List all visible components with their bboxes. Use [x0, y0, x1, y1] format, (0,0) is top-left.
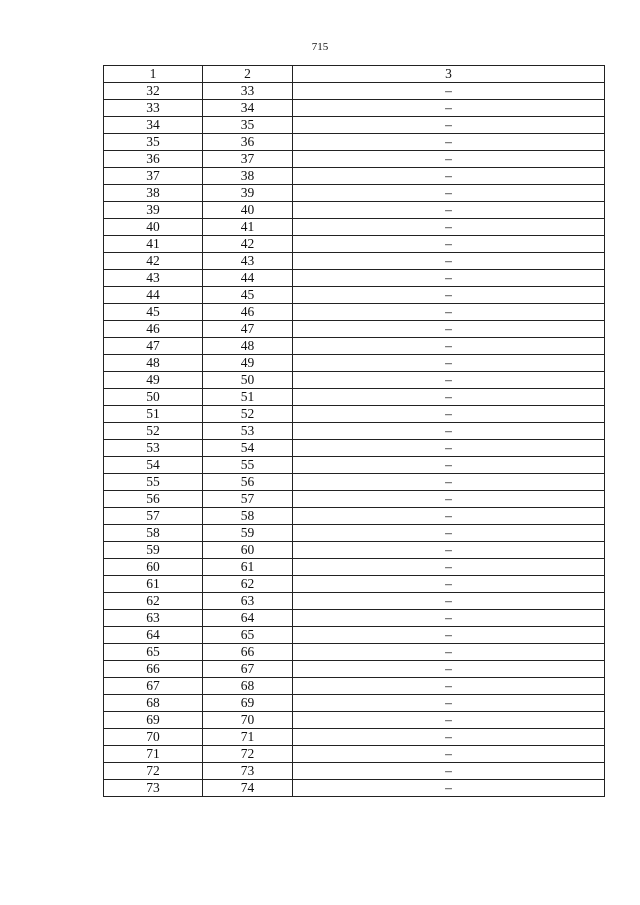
table-row — [104, 780, 605, 797]
table-cell-col-2: 54 — [203, 440, 293, 457]
table-cell-col-1: 56 — [104, 491, 203, 508]
table-cell-col-3: – — [293, 763, 605, 780]
table-row — [104, 423, 605, 440]
table-cell-col-2: 48 — [203, 338, 293, 355]
table-cell-col-3: – — [293, 219, 605, 236]
table-cell-col-2: 70 — [203, 712, 293, 729]
table-row — [104, 542, 605, 559]
table-cell-col-1: 59 — [104, 542, 203, 559]
table-cell-col-1: 41 — [104, 236, 203, 253]
table-cell-col-3: – — [293, 457, 605, 474]
table-cell-col-3: – — [293, 389, 605, 406]
table-row — [104, 168, 605, 185]
table-cell-col-2: 36 — [203, 134, 293, 151]
table-cell-col-3: – — [293, 253, 605, 270]
table-body — [104, 83, 605, 797]
table-cell-col-2: 64 — [203, 610, 293, 627]
table-row — [104, 287, 605, 304]
table-header — [104, 66, 605, 83]
table-cell-col-3: – — [293, 117, 605, 134]
table-row — [104, 763, 605, 780]
table-cell-col-1: 69 — [104, 712, 203, 729]
table-cell-col-3: – — [293, 134, 605, 151]
table-row — [104, 695, 605, 712]
table-cell-col-1: 62 — [104, 593, 203, 610]
table-cell-col-2: 43 — [203, 253, 293, 270]
table-row — [104, 644, 605, 661]
table-cell-col-3: – — [293, 304, 605, 321]
table-cell-col-1: 37 — [104, 168, 203, 185]
table-row — [104, 406, 605, 423]
table-row — [104, 253, 605, 270]
table-cell-col-2: 38 — [203, 168, 293, 185]
table-row — [104, 729, 605, 746]
table-cell-col-2: 68 — [203, 678, 293, 695]
table-row — [104, 678, 605, 695]
table-row — [104, 134, 605, 151]
table-cell-col-1: 50 — [104, 389, 203, 406]
table-row — [104, 236, 605, 253]
table-row — [104, 202, 605, 219]
table-row — [104, 219, 605, 236]
table-cell-col-2: 52 — [203, 406, 293, 423]
table-row — [104, 712, 605, 729]
table-cell-col-3: – — [293, 746, 605, 763]
column-header-2: 2 — [203, 66, 293, 83]
table-row — [104, 508, 605, 525]
column-header-1: 1 — [104, 66, 203, 83]
table-cell-col-3: – — [293, 338, 605, 355]
table-cell-col-3: – — [293, 168, 605, 185]
table-row — [104, 389, 605, 406]
table-cell-col-3: – — [293, 661, 605, 678]
table-cell-col-3: – — [293, 542, 605, 559]
table-cell-col-3: – — [293, 559, 605, 576]
table-row — [104, 355, 605, 372]
header-row — [104, 66, 605, 83]
table-cell-col-1: 45 — [104, 304, 203, 321]
page-number: 715 — [311, 41, 329, 53]
table-cell-col-2: 39 — [203, 185, 293, 202]
table-cell-col-3: – — [293, 644, 605, 661]
table-row — [104, 304, 605, 321]
table-cell-col-1: 64 — [104, 627, 203, 644]
table-row — [104, 151, 605, 168]
table-cell-col-3: – — [293, 151, 605, 168]
table-cell-col-2: 35 — [203, 117, 293, 134]
table-cell-col-1: 42 — [104, 253, 203, 270]
table-row — [104, 576, 605, 593]
table-cell-col-1: 48 — [104, 355, 203, 372]
table-row — [104, 372, 605, 389]
table-cell-col-3: – — [293, 355, 605, 372]
table-cell-col-3: – — [293, 321, 605, 338]
table-cell-col-2: 58 — [203, 508, 293, 525]
table-row — [104, 474, 605, 491]
table-cell-col-3: – — [293, 100, 605, 117]
table-cell-col-2: 72 — [203, 746, 293, 763]
table-cell-col-2: 44 — [203, 270, 293, 287]
table-cell-col-3: – — [293, 576, 605, 593]
table-cell-col-3: – — [293, 270, 605, 287]
table-cell-col-2: 42 — [203, 236, 293, 253]
table-cell-col-2: 71 — [203, 729, 293, 746]
table-cell-col-1: 65 — [104, 644, 203, 661]
table-cell-col-1: 66 — [104, 661, 203, 678]
table-cell-col-2: 51 — [203, 389, 293, 406]
table-cell-col-1: 49 — [104, 372, 203, 389]
table-cell-col-1: 61 — [104, 576, 203, 593]
table-cell-col-2: 56 — [203, 474, 293, 491]
table-cell-col-3: – — [293, 729, 605, 746]
table-cell-col-2: 45 — [203, 287, 293, 304]
table-cell-col-1: 40 — [104, 219, 203, 236]
table-cell-col-1: 73 — [104, 780, 203, 797]
table-cell-col-3: – — [293, 508, 605, 525]
table-cell-col-1: 44 — [104, 287, 203, 304]
table-cell-col-2: 49 — [203, 355, 293, 372]
table-cell-col-1: 60 — [104, 559, 203, 576]
table-row — [104, 321, 605, 338]
table-cell-col-1: 38 — [104, 185, 203, 202]
table-cell-col-2: 61 — [203, 559, 293, 576]
table-cell-col-2: 60 — [203, 542, 293, 559]
table-cell-col-2: 34 — [203, 100, 293, 117]
table-cell-col-1: 70 — [104, 729, 203, 746]
table-cell-col-1: 35 — [104, 134, 203, 151]
table-cell-col-3: – — [293, 678, 605, 695]
table-cell-col-1: 53 — [104, 440, 203, 457]
table-cell-col-1: 34 — [104, 117, 203, 134]
table-row — [104, 491, 605, 508]
table-cell-col-1: 63 — [104, 610, 203, 627]
table-cell-col-3: – — [293, 525, 605, 542]
table-cell-col-1: 55 — [104, 474, 203, 491]
table-row — [104, 440, 605, 457]
table-cell-col-2: 66 — [203, 644, 293, 661]
table-cell-col-2: 65 — [203, 627, 293, 644]
table-cell-col-3: – — [293, 440, 605, 457]
table-cell-col-1: 36 — [104, 151, 203, 168]
table-cell-col-1: 33 — [104, 100, 203, 117]
table-cell-col-2: 47 — [203, 321, 293, 338]
table-cell-col-3: – — [293, 627, 605, 644]
table-cell-col-1: 32 — [104, 83, 203, 100]
table-cell-col-2: 50 — [203, 372, 293, 389]
column-header-3: 3 — [293, 66, 605, 83]
table-cell-col-1: 39 — [104, 202, 203, 219]
table-cell-col-2: 59 — [203, 525, 293, 542]
table-cell-col-1: 54 — [104, 457, 203, 474]
table-cell-col-2: 41 — [203, 219, 293, 236]
table-row — [104, 661, 605, 678]
table-cell-col-1: 46 — [104, 321, 203, 338]
table-cell-col-3: – — [293, 406, 605, 423]
table-cell-col-2: 69 — [203, 695, 293, 712]
table-cell-col-3: – — [293, 695, 605, 712]
table-row — [104, 627, 605, 644]
table-row — [104, 117, 605, 134]
table-row — [104, 525, 605, 542]
table-cell-col-3: – — [293, 372, 605, 389]
table-cell-col-2: 74 — [203, 780, 293, 797]
table-cell-col-2: 40 — [203, 202, 293, 219]
table-cell-col-1: 52 — [104, 423, 203, 440]
table-row — [104, 270, 605, 287]
table-cell-col-3: – — [293, 474, 605, 491]
table-cell-col-3: – — [293, 780, 605, 797]
table-cell-col-3: – — [293, 491, 605, 508]
table-row — [104, 457, 605, 474]
table-cell-col-3: – — [293, 185, 605, 202]
data-table — [103, 65, 605, 797]
table-cell-col-2: 46 — [203, 304, 293, 321]
table-cell-col-1: 57 — [104, 508, 203, 525]
table-row — [104, 746, 605, 763]
table-cell-col-1: 72 — [104, 763, 203, 780]
table-cell-col-1: 67 — [104, 678, 203, 695]
table-row — [104, 185, 605, 202]
table-cell-col-2: 67 — [203, 661, 293, 678]
table-cell-col-2: 55 — [203, 457, 293, 474]
table-cell-col-1: 58 — [104, 525, 203, 542]
table-cell-col-3: – — [293, 83, 605, 100]
table-cell-col-3: – — [293, 287, 605, 304]
table-cell-col-3: – — [293, 610, 605, 627]
table-cell-col-3: – — [293, 202, 605, 219]
table-cell-col-3: – — [293, 593, 605, 610]
table-row — [104, 610, 605, 627]
table-cell-col-1: 68 — [104, 695, 203, 712]
table-cell-col-2: 73 — [203, 763, 293, 780]
table-cell-col-1: 43 — [104, 270, 203, 287]
table-cell-col-2: 57 — [203, 491, 293, 508]
table-row — [104, 338, 605, 355]
table-row — [104, 100, 605, 117]
table-cell-col-2: 62 — [203, 576, 293, 593]
table-row — [104, 83, 605, 100]
table-cell-col-3: – — [293, 712, 605, 729]
table-cell-col-2: 37 — [203, 151, 293, 168]
table-cell-col-3: – — [293, 236, 605, 253]
table-row — [104, 559, 605, 576]
table-cell-col-3: – — [293, 423, 605, 440]
table-cell-col-2: 33 — [203, 83, 293, 100]
table-cell-col-2: 63 — [203, 593, 293, 610]
table-cell-col-2: 53 — [203, 423, 293, 440]
table-row — [104, 593, 605, 610]
table-cell-col-1: 51 — [104, 406, 203, 423]
table-cell-col-1: 71 — [104, 746, 203, 763]
table-cell-col-1: 47 — [104, 338, 203, 355]
